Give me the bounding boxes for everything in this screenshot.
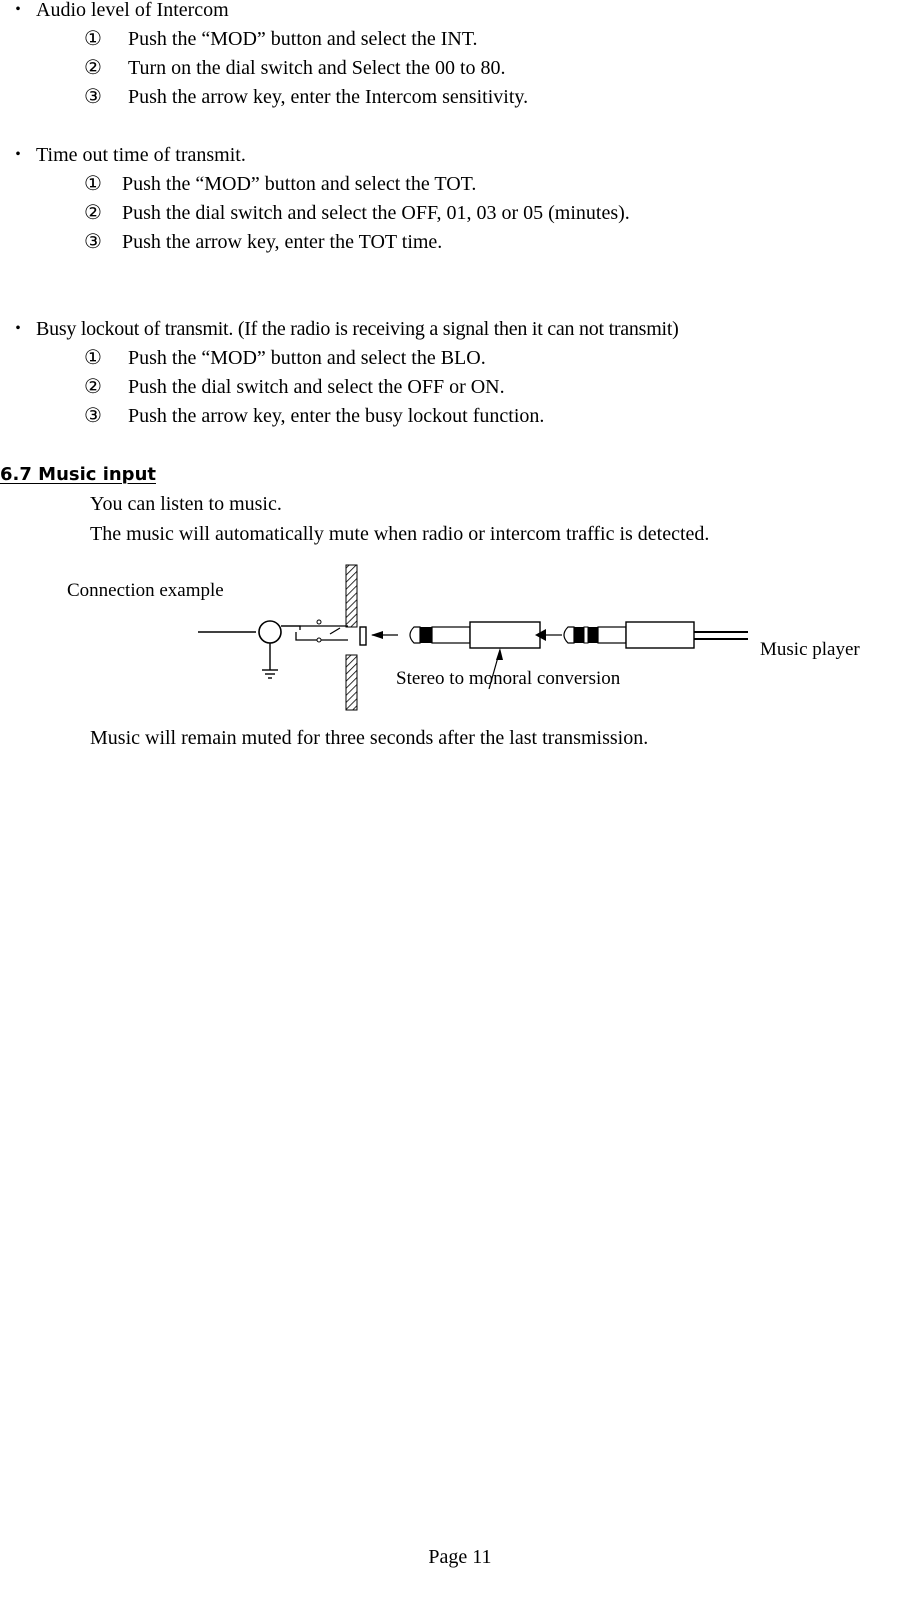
step-marker: ① [84,28,102,50]
step-marker: ② [84,57,102,79]
music-intro-line-2: The music will automatically mute when radio or intercom traffic is detected. [90,523,710,545]
music-player-label: Music player [760,639,860,660]
panel-upper [346,565,357,627]
step-marker: ③ [84,86,102,108]
stereo-plug-ring-1 [574,627,584,643]
jack-symbol [259,621,281,643]
step-marker: ② [84,202,102,224]
tot-step-3: Push the arrow key, enter the TOT time. [122,231,443,253]
step-marker: ② [84,376,102,398]
adapter-leader-arrowhead [496,648,503,660]
step-marker: ③ [84,231,102,253]
step-marker: ① [84,173,102,195]
mono-plug-sleeve [432,627,470,643]
bullet-marker: ・ [8,144,28,166]
music-mute-note: Music will remain muted for three seconds after the last transmission. [90,727,649,749]
mono-plug-ring [420,627,432,643]
intercom-step-2: Turn on the dial switch and Select the 00 to 80. [128,57,506,79]
tot-step-2: Push the dial switch and select the OFF, 01, 03 or 05 (minutes). [122,202,630,224]
blo-title: Busy lockout of transmit. (If the radio is receiving a signal then it can not transmit) [36,318,679,340]
stereo-plug-gap [584,627,588,643]
insert-arrow-head [371,631,383,639]
switch-arm [330,628,340,634]
bullet-marker: ・ [8,318,28,340]
stereo-plug-tip [564,627,574,643]
switch-dot-2 [317,638,321,642]
intercom-step-3: Push the arrow key, enter the Intercom sensitivity. [128,86,529,108]
blo-step-3: Push the arrow key, enter the busy lockout function. [128,405,545,427]
intercom-title: Audio level of Intercom [36,0,229,21]
panel-lower [346,655,357,710]
stereo-plug-sleeve [598,627,626,643]
blo-step-1: Push the “MOD” button and select the BLO. [128,347,486,369]
music-intro-line-1: You can listen to music. [90,493,282,515]
player-plug-body [626,622,694,648]
switch-dot-1 [317,620,321,624]
jack-contact-lower [296,632,348,640]
connection-example-label: Connection example [67,580,224,601]
step-marker: ③ [84,405,102,427]
stereo-plug-ring-2 [588,627,598,643]
connection-diagram [0,560,920,730]
tot-title: Time out time of transmit. [36,144,246,166]
section-heading-music-input: 6.7 Music input [0,464,156,485]
intercom-step-1: Push the “MOD” button and select the INT. [128,28,478,50]
page-number: Page 11 [428,1546,492,1568]
step-marker: ① [84,347,102,369]
adapter-body [470,622,540,648]
mono-plug-tip [410,627,420,643]
bullet-marker: ・ [8,0,28,21]
socket-flange [360,627,366,645]
adapter-label: Stereo to monoral conversion [396,668,621,689]
tot-step-1: Push the “MOD” button and select the TOT. [122,173,477,195]
blo-step-2: Push the dial switch and select the OFF or ON. [128,376,505,398]
